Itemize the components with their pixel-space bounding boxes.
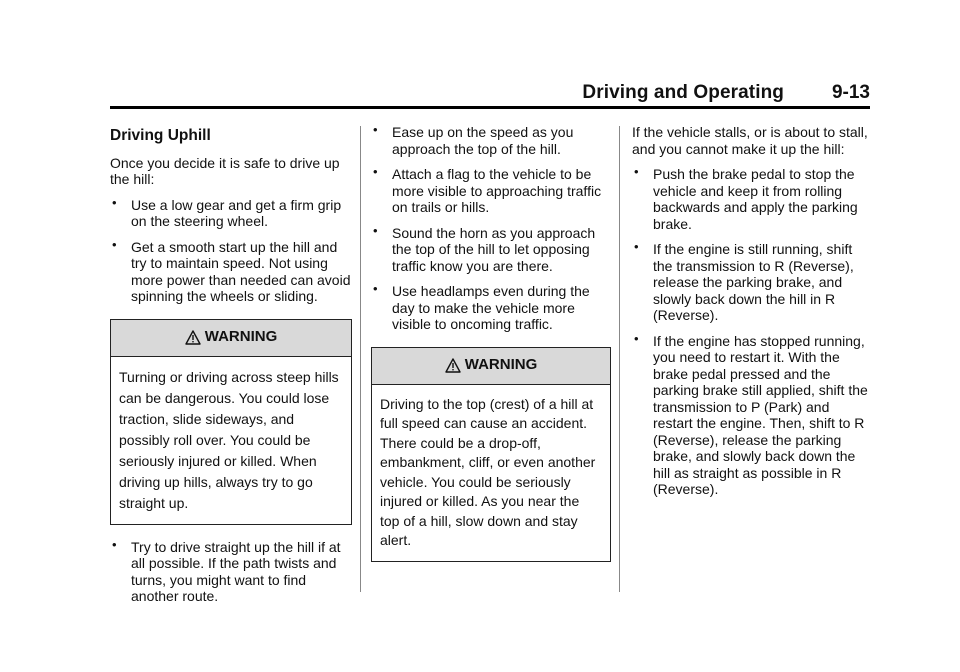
warning-box bbox=[371, 347, 611, 562]
bullet-icon: • bbox=[112, 194, 117, 210]
list-item: • Get a smooth start up the hill and try to maintain speed. Not using more power than needed can avoid spinning the wheels or sliding. bbox=[112, 236, 351, 304]
list-item: • Push the brake pedal to stop the vehicle and keep it from rolling backwards and apply the parking brake. bbox=[634, 164, 858, 232]
page-header bbox=[110, 80, 870, 109]
bullet-list bbox=[110, 536, 352, 605]
warning-box bbox=[110, 319, 352, 525]
list-item: • Sound the horn as you approach the top of the hill to let opposing traffic know you are there. bbox=[373, 222, 596, 274]
warning-body: Driving to the top (crest) of a hill at full speed can cause an accident. There could be a drop-off, embankment, cliff, or even another vehicle. You could be seriously injured or killed. As you near the top of a hill, slow down and stay alert. bbox=[380, 395, 596, 548]
intro-paragraph: Once you decide it is safe to drive up the hill: bbox=[110, 154, 340, 187]
list-item: • Use a low gear and get a firm grip on the steering wheel. bbox=[112, 194, 342, 229]
warning-body: Turning or driving across steep hills can be dangerous. You could lose traction, slide sideways, and possibly roll over. You could be seriously injured or killed. When driving up hills, always try to go straight up. bbox=[119, 368, 339, 511]
bullet-list bbox=[110, 194, 352, 305]
warning-triangle-icon bbox=[185, 330, 201, 345]
warning-header bbox=[372, 348, 610, 385]
list-item: • Use headlamps even during the day to make the vehicle more visible to oncoming traffic. bbox=[373, 281, 590, 332]
column-2 bbox=[371, 124, 611, 576]
page-number: 9-13 bbox=[831, 82, 870, 103]
column-1 bbox=[110, 124, 352, 614]
bullet-icon: • bbox=[634, 330, 639, 346]
bullet-list bbox=[632, 166, 872, 498]
warning-triangle-icon bbox=[445, 358, 461, 373]
warning-header bbox=[111, 320, 351, 357]
bullet-icon: • bbox=[373, 122, 378, 137]
intro-paragraph: If the vehicle stalls, or is about to stall, and you cannot make it up the hill: bbox=[632, 124, 868, 157]
list-item: • Ease up on the speed as you approach the top of the hill. bbox=[373, 122, 574, 157]
warning-title: WARNING bbox=[464, 356, 538, 374]
list-item: • Attach a flag to the vehicle to be more visible to approaching traffic on trails or hills. bbox=[373, 164, 602, 215]
column-divider bbox=[619, 126, 620, 592]
bullet-icon: • bbox=[373, 164, 378, 179]
list-item: • If the engine is still running, shift the transmission to R (Reverse), release the parking brake, and slowly back down the hill in R (Reverse). bbox=[634, 239, 854, 323]
column-divider bbox=[360, 126, 361, 592]
bullet-icon: • bbox=[373, 222, 378, 238]
bullet-icon: • bbox=[112, 536, 117, 552]
bullet-icon: • bbox=[373, 281, 378, 296]
bullet-icon: • bbox=[112, 236, 117, 252]
bullet-icon: • bbox=[634, 239, 639, 254]
warning-title: WARNING bbox=[204, 328, 278, 346]
column-3 bbox=[632, 124, 872, 507]
bullet-list bbox=[371, 124, 611, 333]
bullet-icon: • bbox=[634, 164, 639, 179]
list-item: • If the engine has stopped running, you need to restart it. With the brake pedal pressed and the parking brake still applied, shift the transmission to P (Park) and restart the engine. Then, shift to R (Reverse), release the parking brake, and slowly back down the hill as straight as possible in R (Reverse). bbox=[634, 330, 868, 497]
section-title: Driving and Operating bbox=[582, 82, 784, 103]
list-item: • Try to drive straight up the hill if at all possible. If the path twists and turns, you might want to find another route. bbox=[112, 536, 341, 604]
section-heading: Driving Uphill bbox=[110, 127, 211, 144]
